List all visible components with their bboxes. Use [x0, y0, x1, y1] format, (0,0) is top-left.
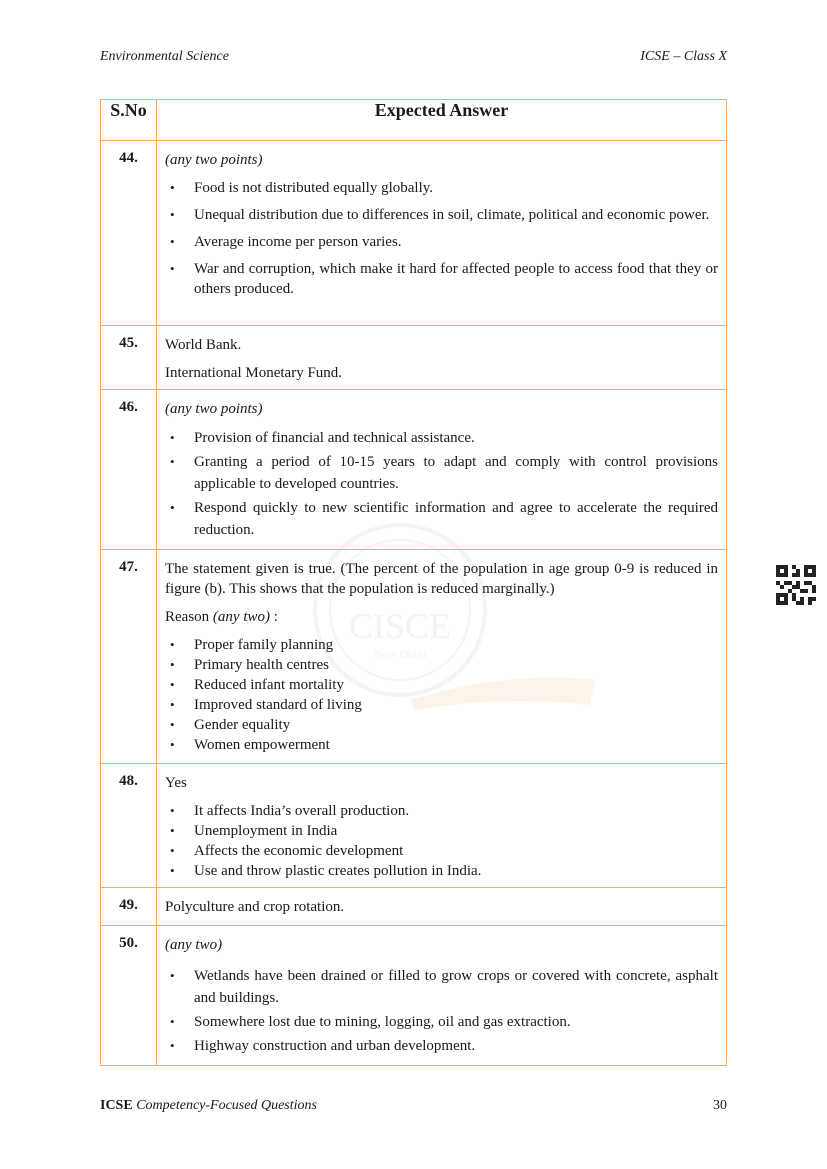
- list-item: • Provision of financial and technical assistance.: [165, 427, 718, 449]
- list-item: • Women empowerment: [165, 735, 718, 755]
- answer-instruction: (any two): [165, 937, 223, 953]
- answer-cell: [157, 926, 727, 1066]
- table-header-row: [101, 100, 727, 141]
- footer-brand: ICSE: [100, 1098, 133, 1113]
- answer-cell: [157, 390, 727, 550]
- reason-colon: :: [270, 609, 278, 625]
- list-item: • Average income per person varies.: [165, 232, 718, 252]
- footer-title: [100, 1098, 317, 1114]
- table-row: [101, 390, 727, 550]
- answer-list: [165, 427, 718, 541]
- column-header-answer: Expected Answer: [157, 100, 727, 141]
- footer-book-title: Competency-Focused Questions: [136, 1098, 317, 1113]
- list-item: • Wetlands have been drained or filled to grow crops or covered with concrete, asphalt and buildings.: [165, 965, 718, 1009]
- list-item: • Reduced infant mortality: [165, 675, 718, 695]
- answer-list: [165, 801, 718, 881]
- list-item: • Unequal distribution due to differences in soil, climate, political and economic power.: [165, 205, 718, 225]
- watermark-text: CISCE: [348, 606, 452, 646]
- list-item: • It affects India’s overall production.: [165, 801, 718, 821]
- table-row: [101, 326, 727, 390]
- list-item: • Affects the economic development: [165, 841, 718, 861]
- answer-line: World Bank.: [165, 337, 242, 353]
- answer-cell: [157, 141, 727, 326]
- qr-code-icon: [776, 565, 816, 605]
- header-subject: Environmental Science: [100, 49, 229, 64]
- answer-cell: [157, 550, 727, 764]
- page-number: 30: [713, 1098, 727, 1113]
- reason-line: [165, 607, 718, 627]
- question-number: 45.: [101, 326, 157, 390]
- answer-cell: [157, 888, 727, 926]
- question-number: 49.: [101, 888, 157, 926]
- list-item: • Use and throw plastic creates pollution in India.: [165, 861, 718, 881]
- list-item: • Improved standard of living: [165, 695, 718, 715]
- list-item: • Proper family planning: [165, 635, 718, 655]
- answer-line: International Monetary Fund.: [165, 365, 343, 381]
- answer-cell: [157, 764, 727, 888]
- question-number: 50.: [101, 926, 157, 1066]
- answer-list: [165, 178, 718, 299]
- table-row: [101, 141, 727, 326]
- question-number: 48.: [101, 764, 157, 888]
- table-row: [101, 888, 727, 926]
- list-item: • Gender equality: [165, 715, 718, 735]
- reason-label: Reason: [165, 609, 210, 625]
- table-row: [101, 926, 727, 1066]
- list-item: • Highway construction and urban development.: [165, 1035, 718, 1057]
- answer-statement: The statement given is true. (The percent of the population in age group 0-9 is reduced in figure (b). This shows that the population is reduced marginally.): [165, 561, 718, 597]
- list-item: • Primary health centres: [165, 655, 718, 675]
- table-row: [101, 550, 727, 764]
- column-header-sno: S.No: [101, 100, 157, 141]
- table-row: [101, 764, 727, 888]
- question-number: 47.: [101, 550, 157, 764]
- watermark-subtext: New Delhi: [373, 647, 427, 661]
- list-item: • Somewhere lost due to mining, logging, oil and gas extraction.: [165, 1011, 718, 1033]
- question-number: 44.: [101, 141, 157, 326]
- list-item: • Unemployment in India: [165, 821, 718, 841]
- answer-table: [100, 99, 727, 1066]
- list-item: • Food is not distributed equally globally.: [165, 178, 718, 198]
- list-item: • War and corruption, which make it hard for affected people to access food that they or others produced.: [165, 259, 718, 299]
- answer-statement: Yes: [165, 775, 187, 791]
- answer-instruction: (any two points): [165, 152, 263, 168]
- list-item: • Granting a period of 10-15 years to adapt and comply with control provisions applicable to developed countries.: [165, 451, 718, 495]
- answer-list: [165, 635, 718, 755]
- list-item: • Respond quickly to new scientific information and agree to accelerate the required reduction.: [165, 497, 718, 541]
- question-number: 46.: [101, 390, 157, 550]
- answer-instruction: (any two points): [165, 401, 263, 417]
- answer-statement: Polyculture and crop rotation.: [165, 899, 345, 915]
- answer-cell: [157, 326, 727, 390]
- reason-note: (any two): [212, 609, 270, 625]
- answer-list: [165, 965, 718, 1057]
- header-class: ICSE – Class X: [640, 49, 727, 64]
